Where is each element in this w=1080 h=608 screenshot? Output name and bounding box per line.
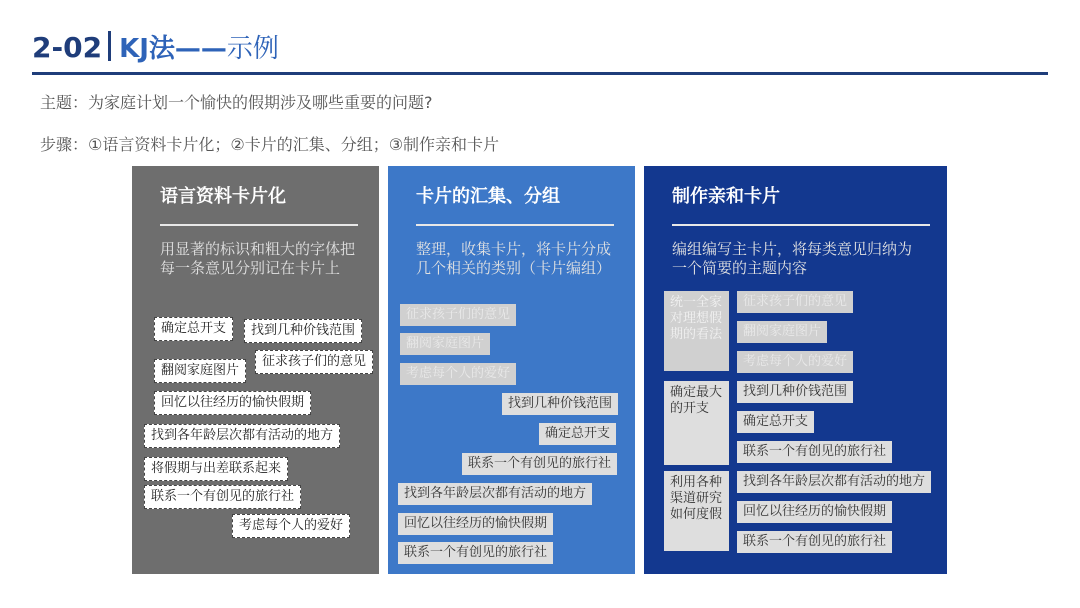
topic-text: 主题：为家庭计划一个愉快的假期涉及哪些重要的问题? (40, 93, 433, 112)
affinity-card: 找到几种价钱范围 (737, 381, 853, 403)
panel-grouping (388, 166, 635, 574)
idea-card: 将假期与出差联系起来 (144, 457, 288, 481)
panel-rule (416, 224, 614, 226)
panel-rule (672, 224, 930, 226)
idea-card: 征求孩子们的意见 (255, 350, 373, 374)
idea-card: 确定总开支 (154, 317, 233, 341)
panel-heading: 制作亲和卡片 (672, 186, 780, 207)
panel-description: 用显著的标识和粗大的字体把每一条意见分别记在卡片上 (160, 240, 356, 277)
panel-card-making (132, 166, 379, 574)
header-card: 统一全家对理想假期的看法 (664, 291, 729, 371)
grouped-card: 找到几种价钱范围 (502, 393, 618, 415)
panel-heading: 卡片的汇集、分组 (416, 186, 560, 207)
title-subtitle: 示例 (226, 34, 279, 64)
affinity-card: 找到各年龄层次都有活动的地方 (737, 471, 931, 493)
header-card: 利用各种渠道研究如何度假 (664, 471, 729, 551)
affinity-card: 征求孩子们的意见 (737, 291, 853, 313)
idea-card: 联系一个有创见的旅行社 (144, 485, 301, 509)
panel-heading: 语言资料卡片化 (160, 186, 286, 207)
grouped-card: 征求孩子们的意见 (400, 304, 516, 326)
title-dash: —— (174, 34, 227, 64)
idea-card: 回忆以往经历的愉快假期 (154, 391, 311, 415)
grouped-card: 回忆以往经历的愉快假期 (398, 513, 553, 535)
idea-card: 考虑每个人的爱好 (232, 514, 350, 538)
panel-rule (160, 224, 358, 226)
affinity-card: 翻阅家庭图片 (737, 321, 827, 343)
grouped-card: 联系一个有创见的旅行社 (462, 453, 617, 475)
grouped-card: 找到各年龄层次都有活动的地方 (398, 483, 592, 505)
affinity-card: 考虑每个人的爱好 (737, 351, 853, 373)
affinity-card: 联系一个有创见的旅行社 (737, 531, 892, 553)
grouped-card: 翻阅家庭图片 (400, 333, 490, 355)
header-card: 确定最大的开支 (664, 381, 729, 465)
title-divider (108, 31, 111, 61)
idea-card: 找到各年龄层次都有活动的地方 (144, 424, 340, 448)
method-name: KJ法 (119, 34, 175, 64)
panel-affinity (644, 166, 947, 574)
idea-card: 翻阅家庭图片 (154, 359, 246, 383)
steps-text: 步骤：①语言资料卡片化；②卡片的汇集、分组；③制作亲和卡片 (40, 135, 500, 154)
page-title (32, 28, 279, 65)
panel-description: 整理，收集卡片，将卡片分成几个相关的类别（卡片编组） (416, 240, 612, 277)
affinity-card: 确定总开支 (737, 411, 814, 433)
grouped-card: 考虑每个人的爱好 (400, 363, 516, 385)
idea-card: 找到几种价钱范围 (244, 319, 362, 343)
panel-description: 编组编写主卡片，将每类意见归纳为一个简要的主题内容 (672, 240, 913, 277)
section-number: 2-02 (32, 31, 103, 64)
title-rule (32, 72, 1048, 75)
grouped-card: 联系一个有创见的旅行社 (398, 542, 553, 564)
grouped-card: 确定总开支 (539, 423, 616, 445)
affinity-card: 联系一个有创见的旅行社 (737, 441, 892, 463)
affinity-card: 回忆以往经历的愉快假期 (737, 501, 892, 523)
